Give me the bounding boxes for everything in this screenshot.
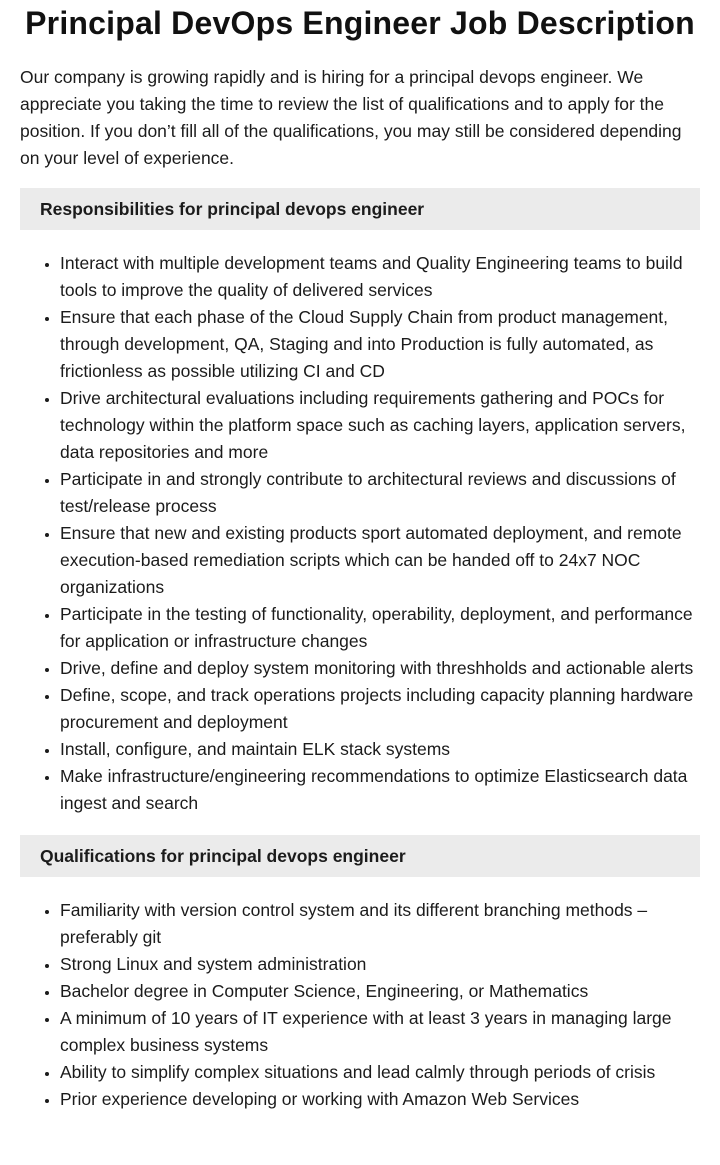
list-item: • Familiarity with version control system and its different branching methods – preferably git (60, 897, 700, 951)
list-item: • Ability to simplify complex situations and lead calmly through periods of crisis (60, 1059, 700, 1086)
list-item: • Ensure that new and existing products sport automated deployment, and remote execution-based remediation scripts which can be handed off to 24x7 NOC organizations (60, 520, 700, 601)
responsibilities-heading (20, 188, 700, 230)
list-item: • Ensure that each phase of the Cloud Supply Chain from product management, through development, QA, Staging and into Production is fully automated, as frictionless as possible utilizing CI and CD (60, 304, 700, 385)
list-item: • A minimum of 10 years of IT experience with at least 3 years in managing large complex business systems (60, 1005, 700, 1059)
qualifications-list (20, 897, 700, 1113)
list-item: • Strong Linux and system administration (60, 951, 700, 978)
intro-paragraph: Our company is growing rapidly and is hiring for a principal devops engineer. We appreciate you taking the time to review the list of qualifications and to apply for the position. If you don’t fill all of the qualifications, you may still be considered depending on your level of experience. (20, 67, 682, 168)
list-item: • Drive architectural evaluations including requirements gathering and POCs for technology within the platform space such as caching layers, application servers, data repositories and more (60, 385, 700, 466)
qualifications-heading (20, 835, 700, 877)
qualifications-heading-label: Qualifications for principal devops engineer (40, 845, 406, 866)
list-item: • Prior experience developing or working with Amazon Web Services (60, 1086, 700, 1113)
page-title: Principal DevOps Engineer Job Description (25, 5, 695, 41)
list-item: • Make infrastructure/engineering recommendations to optimize Elasticsearch data ingest and search (60, 763, 700, 817)
responsibilities-heading-label: Responsibilities for principal devops engineer (40, 198, 425, 219)
responsibilities-list (20, 250, 700, 817)
list-item: • Install, configure, and maintain ELK stack systems (60, 736, 700, 763)
list-item: • Participate in the testing of functionality, operability, deployment, and performance for application or infrastructure changes (60, 601, 700, 655)
list-item: • Participate in and strongly contribute to architectural reviews and discussions of test/release process (60, 466, 700, 520)
list-item: • Interact with multiple development teams and Quality Engineering teams to build tools to improve the quality of delivered services (60, 250, 700, 304)
list-item: • Bachelor degree in Computer Science, Engineering, or Mathematics (60, 978, 700, 1005)
list-item: • Drive, define and deploy system monitoring with threshholds and actionable alerts (60, 655, 700, 682)
list-item: • Define, scope, and track operations projects including capacity planning hardware procurement and deployment (60, 682, 700, 736)
